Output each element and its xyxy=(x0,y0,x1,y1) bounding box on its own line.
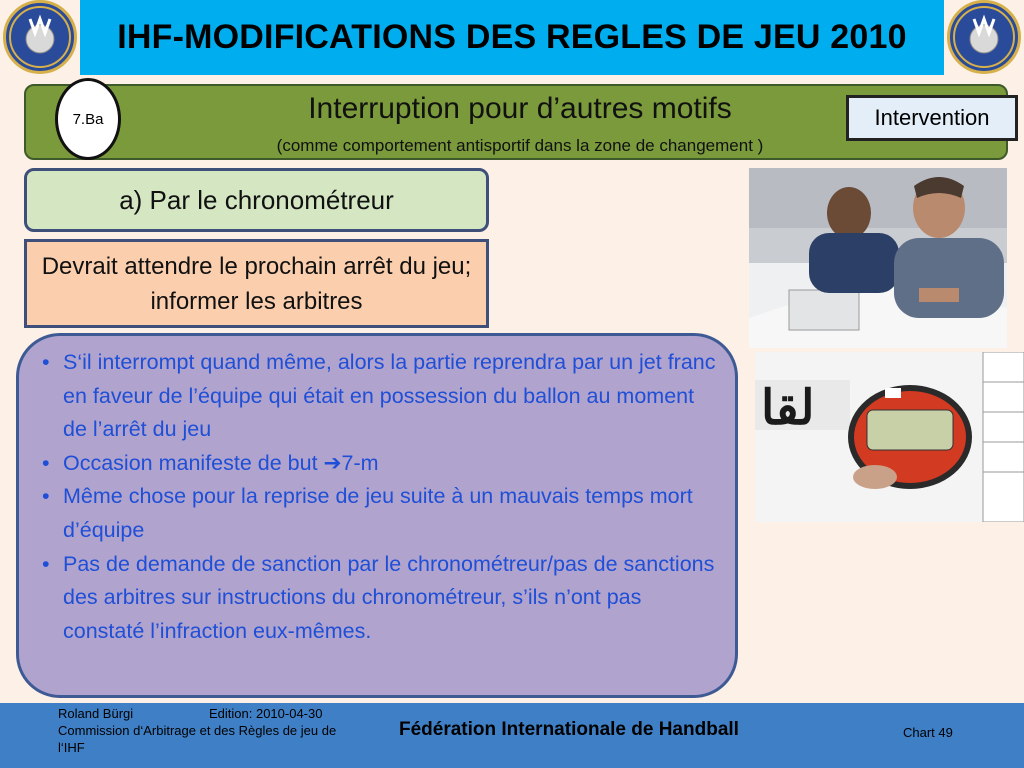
intervention-tag xyxy=(846,95,1018,141)
page-title: IHF-MODIFICATIONS DES REGLES DE JEU 2010 xyxy=(117,18,907,56)
svg-text:لقا: لقا xyxy=(761,382,815,435)
section-heading-box xyxy=(24,168,489,232)
ihf-logo-right xyxy=(947,0,1021,74)
title-bar xyxy=(80,0,944,75)
bullet-item: • Pas de demande de sanction par le chronométreur/pas de sanctions des arbitres sur instructions du chronométreur, s’ils n’ont pas constaté l’infraction eux-mêmes. xyxy=(38,548,718,649)
section-heading: a) Par le chronométreur xyxy=(119,184,394,215)
bullet-dot: • xyxy=(42,350,50,374)
footer-author: Roland Bürgi xyxy=(58,706,134,721)
footer-credits xyxy=(58,705,353,756)
bullet-dot: • xyxy=(42,551,50,576)
footer-commission: Commission d‘Arbitrage et des Règles de jeu de l‘IHF xyxy=(58,723,337,755)
note-box xyxy=(24,239,489,328)
footer-chart-number: Chart 49 xyxy=(903,725,953,740)
bullet-list xyxy=(38,346,718,648)
rule-title: Interruption pour d’autres motifs xyxy=(308,92,732,125)
intervention-label: Intervention xyxy=(874,105,990,130)
rule-subtitle: (comme comportement antisportif dans la zone de changement ) xyxy=(276,136,764,155)
officials-writing-photo xyxy=(749,168,1007,348)
bullet-dot: • xyxy=(42,484,50,509)
rule-number-badge xyxy=(55,78,121,160)
footer-edition: Edition: 2010-04-30 xyxy=(209,706,323,721)
ihf-logo-left xyxy=(3,0,77,74)
note-text: Devrait attendre le prochain arrêt du jeu; informer les arbitres xyxy=(41,252,472,315)
footer-federation: Fédération Internationale de Handball xyxy=(399,719,739,740)
bullet-item: • S‘il interrompt quand même, alors la partie reprendra par un jet franc en faveur de l’équipe qui était en possession du ballon au moment de l’arrêt du jeu xyxy=(38,346,718,447)
stopwatch-photo xyxy=(755,352,1024,522)
bullet-item: • Même chose pour la reprise de jeu suite à un mauvais temps mort d’équipe xyxy=(38,480,718,547)
bullet-dot: • xyxy=(42,450,50,475)
rule-number: 7.Ba xyxy=(72,110,104,128)
bullet-item: • Occasion manifeste de but ➔7-m xyxy=(38,447,718,481)
